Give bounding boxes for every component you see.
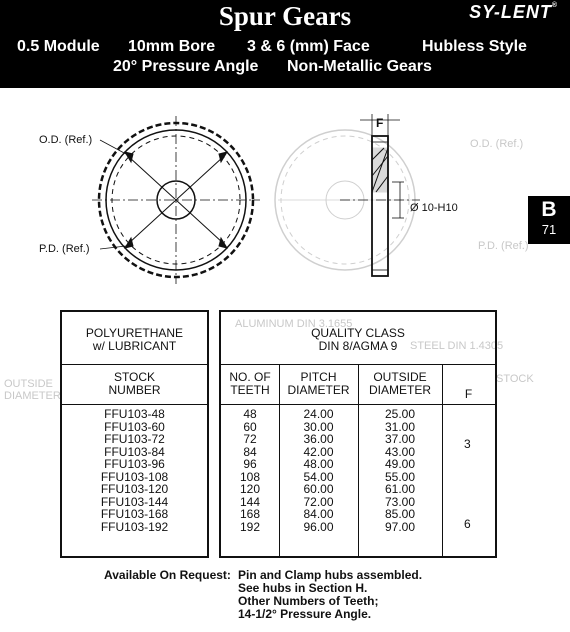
pitch-header-line-2: DIAMETER — [287, 383, 350, 397]
quality-line-1: QUALITY CLASS — [311, 326, 405, 340]
teeth-cell: 108 — [239, 469, 261, 484]
ghost-outside: OUTSIDE — [4, 378, 53, 390]
teeth-cell: 60 — [243, 419, 257, 434]
stock-number: FFU103-168 — [100, 507, 169, 521]
stock-header-line-1: STOCK — [113, 370, 156, 384]
gear-drawing — [0, 96, 570, 296]
available-on-request-label: Available On Request: — [104, 568, 231, 582]
stock-header-line-2: NUMBER — [108, 383, 161, 397]
leader-od — [100, 140, 126, 154]
outside-cell: 97.00 — [384, 519, 416, 534]
pitch-cell: 42.00 — [303, 444, 334, 459]
teeth-header-line-1: NO. OF — [229, 370, 271, 384]
f-column-header: F — [464, 387, 473, 401]
od-callout: O.D. (Ref.) — [39, 134, 93, 146]
pitch-cell: 84.00 — [303, 507, 334, 521]
outside-column-header — [358, 371, 442, 397]
ghost-stock: STOCK — [496, 373, 534, 385]
note-line-2: See hubs in Section H. — [238, 581, 368, 595]
note-line-4: 14-1/2° Pressure Angle. — [238, 607, 372, 621]
pitch-cell: 60.00 — [303, 482, 334, 496]
pitch-header-line-1: PITCH — [300, 370, 337, 384]
material-line-2: w/ LUBRICANT — [92, 339, 177, 353]
material-line-1: POLYURETHANE — [85, 326, 184, 340]
pitch-cell: 24.00 — [303, 407, 334, 421]
bore-callout: Ø 10-H10 — [410, 202, 458, 214]
stock-number: FFU103-84 — [104, 444, 165, 459]
ghost-diameter: DIAMETER — [4, 390, 61, 402]
header-band — [0, 0, 570, 88]
ghost-steel: STEEL DIN 1.4305 — [410, 340, 504, 352]
stock-number: FFU103-144 — [100, 494, 169, 509]
brand-logo — [469, 2, 558, 23]
stock-number-header — [62, 371, 207, 397]
stock-number: FFU103-96 — [104, 457, 165, 471]
spec-face: 3 & 6 (mm) Face — [247, 38, 370, 55]
gear-front-view — [92, 116, 260, 284]
stock-number: FFU103-72 — [104, 432, 165, 446]
pitch-cell: 48.00 — [303, 457, 334, 471]
arrow-od-ne — [219, 152, 227, 162]
teeth-cell: 168 — [239, 507, 261, 521]
outside-cell: 31.00 — [384, 419, 416, 434]
note-line-3: Other Numbers of Teeth; — [238, 594, 379, 608]
teeth-cell: 48 — [243, 407, 257, 421]
spec-pressure-angle: 20° Pressure Angle — [113, 58, 259, 75]
spec-style: Hubless Style — [422, 38, 527, 55]
spec-bore: 10mm Bore — [128, 38, 216, 55]
outside-cell: 25.00 — [384, 407, 416, 421]
pd-callout: P.D. (Ref.) — [39, 243, 90, 255]
page-title: Spur Gears — [218, 1, 352, 31]
spec-material: Non-Metallic Gears — [287, 58, 432, 75]
registered-mark: ® — [551, 2, 558, 9]
teeth-cell: 72 — [243, 432, 257, 446]
ghost-aluminum: ALUMINUM DIN 3.1655 — [235, 318, 353, 330]
stock-number: FFU103-60 — [104, 419, 165, 434]
stock-number: FFU103-108 — [100, 469, 169, 484]
f-value-6mm: 6 — [464, 517, 471, 531]
quality-class-header — [221, 327, 495, 353]
outside-cell: 43.00 — [384, 444, 416, 459]
stock-number: FFU103-48 — [104, 407, 165, 421]
leader-pd — [100, 246, 126, 249]
stock-number: FFU103-192 — [100, 519, 169, 534]
outside-cell: 85.00 — [384, 507, 416, 521]
outside-cell: 55.00 — [384, 469, 416, 484]
teeth-header-line-2: TEETH — [230, 383, 270, 397]
stock-table — [60, 310, 209, 558]
outside-cell: 37.00 — [384, 432, 416, 446]
pitch-cell: 54.00 — [303, 469, 334, 484]
spec-module: 0.5 Module — [17, 38, 100, 55]
pitch-cell: 30.00 — [303, 419, 334, 434]
ghost-pd-ref: P.D. (Ref.) — [478, 240, 529, 252]
pitch-column-header — [279, 371, 358, 397]
teeth-cell: 84 — [243, 444, 257, 459]
note-line-1: Pin and Clamp hubs assembled. — [238, 568, 423, 582]
teeth-cell: 192 — [239, 519, 261, 534]
teeth-column-header — [221, 371, 279, 397]
pitch-cell: 96.00 — [303, 519, 334, 534]
page-number: 71 — [541, 222, 557, 237]
outside-cell: 61.00 — [384, 482, 416, 496]
outside-cell: 73.00 — [384, 494, 416, 509]
outside-cell: 49.00 — [384, 457, 416, 471]
pitch-cell: 72.00 — [303, 494, 334, 509]
outside-header-line-1: OUTSIDE — [373, 370, 427, 384]
brand-name: SY-LENT — [469, 2, 552, 22]
teeth-cell: 120 — [239, 482, 261, 496]
pitch-cell: 36.00 — [303, 432, 334, 446]
f-value-3mm: 3 — [464, 437, 471, 451]
arrow-pd-se — [219, 238, 227, 248]
face-callout: F — [376, 116, 384, 130]
material-header — [62, 327, 207, 353]
gear-drawing-svg — [0, 96, 570, 296]
ghost-od-ref: O.D. (Ref.) — [470, 138, 524, 150]
gear-side-view — [340, 114, 420, 276]
section-letter: B — [541, 198, 557, 221]
teeth-cell: 144 — [239, 494, 261, 509]
outside-header-line-2: DIAMETER — [368, 383, 431, 397]
stock-number: FFU103-120 — [100, 482, 169, 496]
quality-line-2: DIN 8/AGMA 9 — [318, 339, 398, 353]
dimension-table — [219, 310, 497, 558]
teeth-cell: 96 — [243, 457, 257, 471]
